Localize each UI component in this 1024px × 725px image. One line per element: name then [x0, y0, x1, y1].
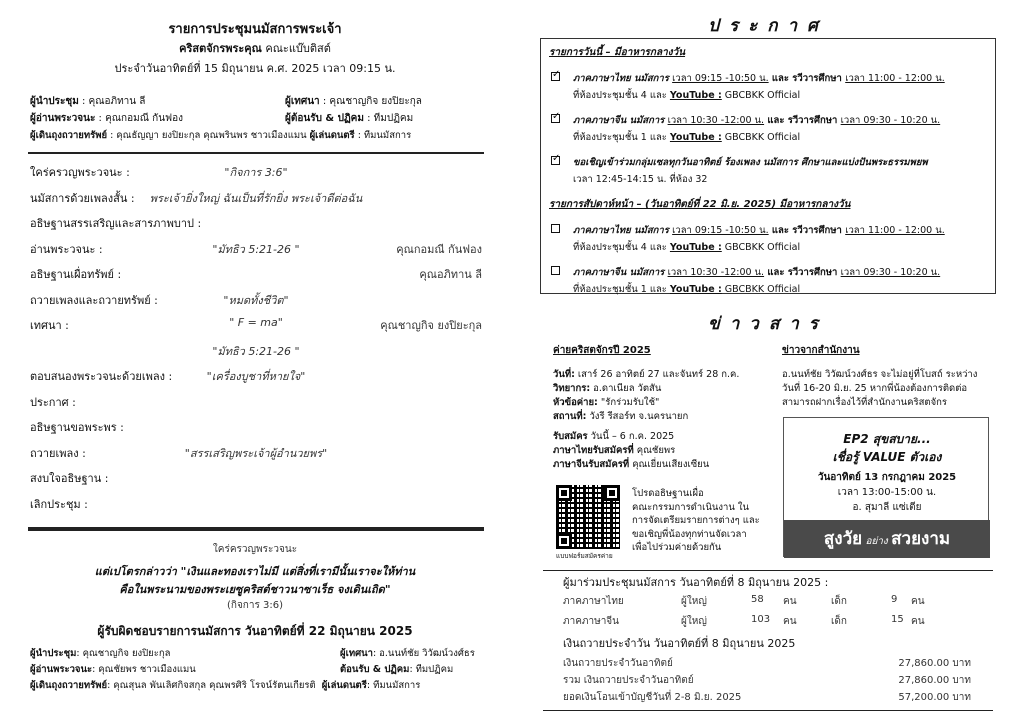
usher-value: : ทีมปฏิคม	[363, 113, 414, 124]
order-row	[30, 444, 482, 470]
order-label: เลิกประชุม :	[30, 497, 88, 511]
announcements-title: ประกาศ	[708, 16, 828, 36]
order-row	[30, 163, 482, 189]
offering-label: รวม เงินถวายประจำวันอาทิตย์	[563, 675, 694, 686]
leaders-block	[30, 94, 480, 145]
camp-heading: ค่ายคริสตจักรปี 2025	[553, 345, 651, 356]
camp-qr-code[interactable]	[556, 485, 620, 561]
offering-amount: 27,860.00 บาท	[898, 675, 971, 686]
checkbox-icon	[551, 114, 560, 123]
offering-value: : คุณธัญญา ยงปิยะกุล คุณพรินพร ชาวเมืองแมน	[107, 130, 310, 141]
item-study-time: เวลา 09:30 - 10:20 น.	[840, 115, 941, 126]
service-title: รายการประชุมนมัสการพระเจ้า	[168, 22, 342, 37]
attendance-unit1: คน	[783, 596, 797, 607]
today-heading: รายการวันนี้ – มีอาหารกลางวัน	[549, 47, 686, 58]
usher-label: ผู้ต้อนรับ & ปฏิคม	[285, 113, 364, 124]
announcement-line-1	[573, 223, 945, 238]
youtube-channel: GBCBKK Official	[721, 284, 801, 295]
promo-host: อ. สุมาลี แซ่เตีย	[852, 502, 922, 513]
next-music-label: ผู้เล่นดนตรี	[321, 680, 367, 691]
checkbox-icon	[551, 266, 560, 275]
order-row	[30, 418, 482, 444]
item-study: รวีวารศึกษา	[792, 73, 846, 84]
order-label: ถวายเพลง :	[30, 446, 86, 460]
offering-row	[563, 673, 971, 690]
offering-row	[563, 690, 971, 707]
prayer-line: คณะกรรมการดำเนินงาน ใน	[632, 501, 750, 513]
promo-time: เวลา 13:00-15:00 น.	[837, 487, 937, 498]
music-value: : ทีมนมัสการ	[354, 130, 412, 141]
offering-label: เงินถวายประจำวันอาทิตย์	[563, 658, 673, 669]
divider	[543, 710, 993, 711]
camp-chinese-value: คุณเยี่ยนเสียงเซียน	[629, 459, 710, 470]
camp-topic-value: "รักร่วมรับใช้"	[597, 397, 660, 408]
offering-label: ผู้เดินถุงถวายทรัพย์	[30, 130, 108, 141]
order-detail: "มัทธิว 5:21-26 "	[212, 242, 300, 256]
order-label: อธิษฐานสรรเสริญและสารภาพบาป :	[30, 217, 202, 230]
order-label: ใคร่ครวญพระวจนะ :	[30, 166, 130, 179]
event-promo	[783, 417, 989, 557]
checkbox-icon	[551, 72, 560, 81]
order-row	[30, 367, 482, 393]
order-label: อธิษฐานเผื่อทรัพย์ :	[30, 268, 122, 281]
order-label: ถวายเพลงและถวายทรัพย์ :	[30, 293, 158, 307]
item-title: ขอเชิญเข้าร่วมกลุ่มเซลทุกวันอาทิตย์ ร้องเพลง นมัสการ ศึกษาและแบ่งปันพระธรรมพยพ	[573, 157, 928, 168]
order-detail: "มัทธิว 5:21-26 "	[212, 344, 300, 358]
prayer-line: ขอเชิญพี่น้องทุกท่านจัดเวลา	[632, 528, 747, 540]
order-detail: "เครื่องบูชาที่หายใจ"	[206, 370, 306, 383]
office-lines	[782, 368, 1002, 410]
reader-label: ผู้อ่านพระวจนะ	[30, 113, 96, 124]
verse-label: ใคร่ครวญพระวจนะ	[212, 544, 298, 555]
order-row	[30, 316, 482, 342]
order-row	[30, 291, 482, 317]
attendance-adult: ผู้ใหญ่	[681, 596, 707, 607]
order-row	[30, 469, 482, 495]
announcement-item	[551, 69, 991, 111]
item-room: ที่ห้องประชุมชั้น 4 และ	[573, 90, 670, 101]
attendance-row	[563, 594, 983, 614]
office-line: อ.นนท์ชัย วิวัฒน์วงศ์ธร จะไม่อยู่ที่โบสถ์ ระหว่าง	[782, 369, 978, 380]
order-row	[30, 240, 482, 266]
attendance-unit1: คน	[783, 616, 797, 627]
church-name-rest: คณะแบ๊บติสต์	[261, 42, 331, 55]
leader-value: : คุณอภิทาน ลี	[78, 96, 146, 107]
next-offering-label: ผู้เดินถุงถวายทรัพย์	[30, 680, 108, 691]
camp-thai-label: ภาษาไทยรับสมัครที่	[553, 445, 634, 456]
item-study-time: เวลา 11:00 - 12:00 น.	[845, 73, 945, 84]
item-study-time: เวลา 11:00 - 12:00 น.	[845, 225, 945, 236]
announcement-line-1	[573, 71, 945, 86]
attendance-adult-n: 58	[751, 594, 764, 605]
item-title: ภาคภาษาจีน นมัสการ	[573, 267, 668, 278]
announcement-line-1	[573, 113, 940, 128]
item-study-time: เวลา 09:30 - 10:20 น.	[840, 267, 941, 278]
attendance-table	[563, 594, 983, 634]
order-detail: พระเจ้ายิ่งใหญ่ ฉันเป็นที่รักยิ่ง พระเจ้าดีต่อฉัน	[149, 191, 363, 205]
next-leader-label: ผู้นำประชุม	[30, 648, 77, 659]
order-row	[30, 214, 482, 240]
prayer-line: โปรดอธิษฐานเผื่อ	[632, 488, 704, 499]
divider	[28, 152, 484, 154]
prayer-line: การจัดเตรียมรายการต่างๆ และ	[632, 515, 760, 526]
office-section	[782, 343, 1002, 410]
preacher-label: ผู้เทศนา	[285, 96, 320, 107]
camp-place-label: สถานที่:	[553, 411, 587, 422]
offering-amount: 27,860.00 บาท	[898, 658, 971, 669]
item-room: ที่ห้องประชุมชั้น 1 และ	[573, 132, 670, 143]
offering-title: เงินถวายประจำวัน วันอาทิตย์ที่ 8 มิถุนายน 2025	[563, 637, 796, 650]
promo-date: วันอาทิตย์ 13 กรกฎาคม 2025	[817, 472, 957, 483]
item-conj: และ	[768, 73, 793, 84]
order-person: คุณอภิทาน ลี	[419, 268, 482, 281]
offering-label: ยอดเงินโอนเข้าบัญชีวันที่ 2-8 มิ.ย. 2025	[563, 692, 742, 703]
item-study: รวีวารศึกษา	[787, 115, 841, 126]
order-detail: " F = ma"	[229, 316, 283, 329]
promo-banner-b: อย่าง	[865, 536, 888, 547]
camp-thai-value: คุณชัยพร	[633, 445, 676, 456]
item-study: รวีวารศึกษา	[792, 225, 846, 236]
youtube-channel: GBCBKK Official	[721, 132, 801, 143]
next-music-value: : ทีมนมัสการ	[366, 680, 421, 691]
next-reader-label: ผู้อ่านพระวจนะ	[30, 664, 93, 675]
item-time: เวลา 09:15 -10:50 น.	[672, 73, 769, 84]
order-row	[30, 265, 482, 291]
item-title: ภาคภาษาไทย นมัสการ	[573, 73, 673, 84]
next-offering-value: : คุณสุนล พันเลิศกิจสกุล คุณพรศิริ โรจน์รัตนเกียรติ	[107, 680, 316, 691]
offering-amount: 57,200.00 บาท	[898, 692, 971, 703]
next-leader-value: : คุณชาญกิจ ยงปิยะกุล	[76, 648, 171, 659]
verse-line-1: แต่เปโตรกล่าวว่า "เงินและทองเราไม่มี แต่สิ่งที่เรามีนั้นเราจะให้ท่าน	[94, 565, 416, 578]
attendance-unit2: คน	[911, 596, 925, 607]
announcement-item	[551, 263, 991, 305]
attendance-kid-n: 9	[891, 594, 898, 605]
next-usher-label: ต้อนรับ & ปฏิคม	[340, 664, 410, 675]
item-conj: และ	[768, 225, 793, 236]
attendance-row	[563, 614, 983, 634]
youtube-channel: GBCBKK Official	[721, 90, 801, 101]
next-preacher-value: : อ.นนท์ชัย วิวัฒน์วงศ์ธร	[372, 648, 475, 659]
offering-table	[563, 656, 971, 707]
divider	[543, 570, 993, 571]
next-week-heading: รายการสัปดาห์หน้า – (วันอาทิตย์ที่ 22 มิ.ย. 2025) มีอาหารกลางวัน	[549, 199, 851, 210]
order-person: คุณชาญกิจ ยงปิยะกุล	[380, 319, 482, 332]
camp-topic-label: หัวข้อค่าย:	[553, 397, 598, 408]
news-title: ข่าวสาร	[708, 314, 828, 334]
next-usher-value: : ทีมปฏิคม	[409, 664, 454, 675]
order-detail: "หมดทั้งชีวิต"	[223, 293, 289, 307]
item-time: เวลา 10:30 -12:00 น.	[667, 115, 765, 126]
verse-line-2: คือในพระนามของพระเยซูคริสต์ชาวนาซาเร็ธ จงเดินเถิด"	[119, 583, 391, 596]
next-week-title: ผู้รับผิดชอบรายการนมัสการ วันอาทิตย์ที่ 22 มิถุนายน 2025	[97, 624, 413, 638]
announcement-line-2	[573, 282, 800, 297]
youtube-channel: GBCBKK Official	[721, 242, 801, 253]
prayer-line: เพื่อไปร่วมค่ายด้วยกัน	[632, 542, 722, 553]
item-room: เวลา 12:45-14:15 น. ที่ห้อง 32	[573, 174, 708, 185]
attendance-adult: ผู้ใหญ่	[681, 616, 707, 627]
qr-caption: แบบฟอร์มสมัครค่าย	[556, 552, 613, 560]
camp-speaker-label: วิทยากร:	[553, 383, 591, 394]
attendance-kid-n: 15	[891, 614, 904, 625]
next-week-list	[551, 221, 991, 305]
attendance-kid: เด็ก	[831, 616, 847, 627]
item-conj: และ	[764, 267, 788, 278]
order-row	[30, 342, 482, 368]
announcement-item	[551, 153, 991, 195]
announcement-line-1	[573, 155, 928, 170]
camp-place-value: วังรี รีสอร์ท จ.นครนายก	[586, 411, 689, 422]
item-time: เวลา 09:15 -10:50 น.	[672, 225, 769, 236]
attendance-title: ผู้มาร่วมประชุมนมัสการ วันอาทิตย์ที่ 8 มิถุนายน 2025 :	[563, 576, 829, 589]
order-label: ประกาศ :	[30, 395, 76, 409]
offering-row	[563, 656, 971, 673]
announcement-line-2	[573, 88, 800, 103]
attendance-lang: ภาคภาษาจีน	[563, 616, 620, 627]
office-line: สามารถฝากเรื่องไว้ที่สำนักงานคริสตจักร	[782, 397, 947, 408]
announcement-item	[551, 111, 991, 153]
next-reader-value: : คุณชัยพร ชาวเมืองแมน	[92, 664, 196, 675]
service-order	[30, 163, 482, 520]
office-line: วันที่ 16-20 มิ.ย. 25 หากพี่น้องต้องการติดต่อ	[782, 383, 968, 394]
camp-speaker-value: อ.ดาเนียล วัตสัน	[590, 383, 662, 394]
youtube-link[interactable]: YouTube :	[669, 284, 722, 295]
next-preacher-label: ผู้เทศนา	[340, 648, 373, 659]
item-room: ที่ห้องประชุมชั้น 4 และ	[573, 242, 670, 253]
music-label: ผู้เล่นดนตรี	[309, 130, 355, 141]
camp-days-value: เสาร์ 26 อาทิตย์ 27 และจันทร์ 28 ก.ค.	[574, 369, 740, 380]
announcement-line-2	[573, 172, 707, 187]
camp-register-value: วันนี้ – 6 ก.ค. 2025	[587, 431, 675, 442]
leader-label: ผู้นำประชุม	[30, 96, 79, 107]
attendance-kid: เด็ก	[831, 596, 847, 607]
item-title: ภาคภาษาจีน นมัสการ	[573, 115, 668, 126]
promo-banner-a: สูงวัย	[823, 529, 863, 549]
order-label: อธิษฐานขอพระพร :	[30, 421, 124, 434]
promo-banner-c: สวยงาม	[891, 529, 951, 549]
next-week-block	[30, 646, 486, 694]
camp-prayer-note	[632, 487, 782, 555]
office-heading: ข่าวจากสำนักงาน	[782, 345, 860, 356]
divider	[28, 527, 484, 531]
order-row	[30, 189, 482, 215]
order-detail: "กิจการ 3:6"	[224, 166, 288, 179]
announcement-line-2	[573, 130, 800, 145]
church-name-bold: คริสตจักรพระคุณ	[179, 42, 262, 55]
promo-subtitle: เชื่อรู้ VALUE ตัวเอง	[832, 450, 942, 464]
youtube-link[interactable]: YouTube :	[669, 90, 722, 101]
youtube-link[interactable]: YouTube :	[669, 132, 722, 143]
order-label: สงบใจอธิษฐาน :	[30, 472, 109, 485]
camp-chinese-label: ภาษาจีนรับสมัครที่	[553, 459, 630, 470]
order-label: อ่านพระวจนะ :	[30, 242, 103, 256]
order-detail: "สรรเสริญพระเจ้าผู้อำนวยพร"	[184, 446, 328, 460]
checkbox-icon	[551, 224, 560, 233]
item-time: เวลา 10:30 -12:00 น.	[667, 267, 765, 278]
attendance-unit2: คน	[911, 616, 925, 627]
reader-value: : คุณกอมณี กันฟอง	[95, 113, 184, 124]
item-conj: และ	[764, 115, 788, 126]
service-date: ประจำวันอาทิตย์ที่ 15 มิถุนายน ค.ศ. 2025 เวลา 09:15 น.	[114, 62, 396, 75]
order-label: เทศนา :	[30, 319, 69, 332]
attendance-adult-n: 103	[751, 614, 771, 625]
attendance-lang: ภาคภาษาไทย	[563, 596, 624, 607]
order-row	[30, 495, 482, 521]
checkbox-icon	[551, 156, 560, 165]
item-study: รวีวารศึกษา	[787, 267, 841, 278]
camp-days-label: วันที่:	[553, 369, 575, 380]
preacher-value: : คุณชาญกิจ ยงปิยะกุล	[319, 96, 422, 107]
camp-register-label: รับสมัคร	[553, 431, 588, 442]
order-label: นมัสการด้วยเพลงสั้น :	[30, 191, 135, 205]
order-row	[30, 393, 482, 419]
youtube-link[interactable]: YouTube :	[669, 242, 722, 253]
qr-code-icon	[556, 485, 620, 549]
verse-ref: (กิจการ 3:6)	[226, 600, 284, 611]
promo-episode: EP2 สุขสบาย...	[843, 432, 931, 446]
promo-banner	[784, 520, 990, 558]
church-name	[30, 39, 480, 57]
today-list	[551, 69, 991, 195]
item-room: ที่ห้องประชุมชั้น 1 และ	[573, 284, 670, 295]
announcement-line-2	[573, 240, 800, 255]
item-title: ภาคภาษาไทย นมัสการ	[573, 225, 673, 236]
order-label: ตอบสนองพระวจนะด้วยเพลง :	[30, 370, 173, 383]
order-person: คุณกอมณี กันฟอง	[396, 242, 482, 256]
announcement-line-1	[573, 265, 940, 280]
camp-section	[553, 343, 775, 472]
announcement-item	[551, 221, 991, 263]
announcements-box	[540, 38, 996, 294]
